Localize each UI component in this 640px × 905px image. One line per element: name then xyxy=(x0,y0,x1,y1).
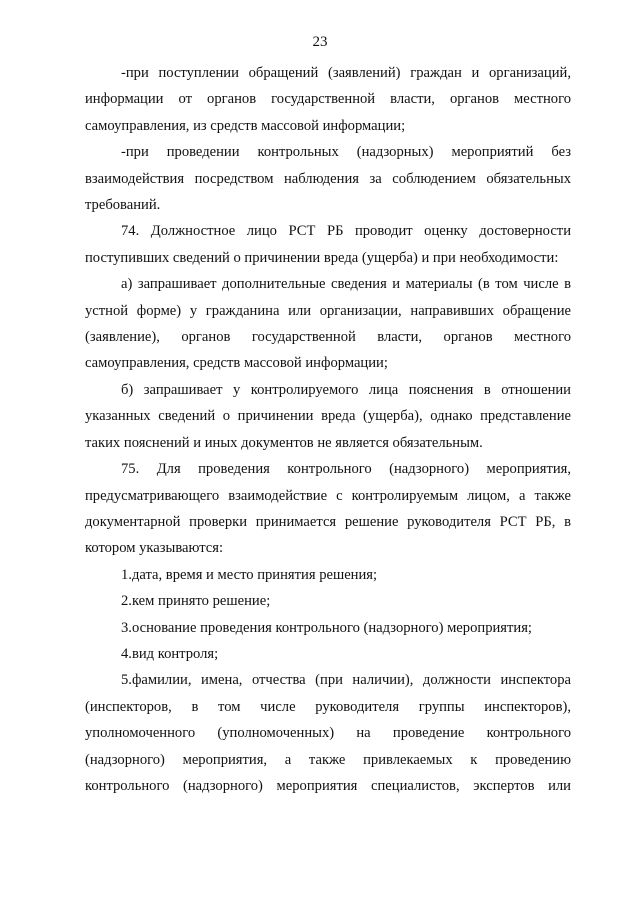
list-item-4: 4.вид контроля; xyxy=(121,645,219,662)
list-item-3: 3.основание проведения контрольного (надзорного) мероприятия; xyxy=(121,619,532,636)
page-number: 23 xyxy=(312,34,328,50)
paragraph-no-interaction-measures: -при проведении контрольных (надзорных) мероприятий без взаимодействия посредством наблюдения за соблюдением обязательных требований. xyxy=(85,144,571,214)
list-item-2: 2.кем принято решение; xyxy=(121,593,271,610)
paragraph-74-b: б) запрашивает у контролируемого лица пояснения в отношении указанных сведений о причинении вреда (ущерба), однако представление таких пояснений и иных документов не является обязательным. xyxy=(85,381,571,451)
paragraph-75: 75. Для проведения контрольного (надзорного) мероприятия, предусматривающего взаимодействие с контролируемым лицом, а также документарной проверки принимается решение руководителя РСТ РБ, в котором указываются: xyxy=(85,461,571,557)
list-item-5: 5.фамилии, имена, отчества (при наличии), должности инспектора (инспекторов, в том числе руководителя группы инспекторов), уполномоченного (уполномоченных) на проведение контрольного (надзорного) мероприятия, а также привлекаемых к проведению контрольного (надзорного) мероприятия специалистов, экспертов или xyxy=(85,672,571,794)
paragraph-74: 74. Должностное лицо РСТ РБ проводит оценку достоверности поступивших сведений о причинении вреда (ущерба) и при необходимости: xyxy=(85,223,571,266)
list-item-1: 1.дата, время и место принятия решения; xyxy=(121,566,378,583)
paragraph-incoming-appeals: -при поступлении обращений (заявлений) граждан и организаций, информации от органов государственной власти, органов местного самоуправления, из средств массовой информации; xyxy=(85,65,571,134)
document-body xyxy=(85,60,571,799)
paragraph-74-a: а) запрашивает дополнительные сведения и материалы (в том числе в устной форме) у гражданина или организации, направивших обращение (заявление), органов государственной власти, органов местного самоуправления, средств массовой информации; xyxy=(85,276,571,372)
